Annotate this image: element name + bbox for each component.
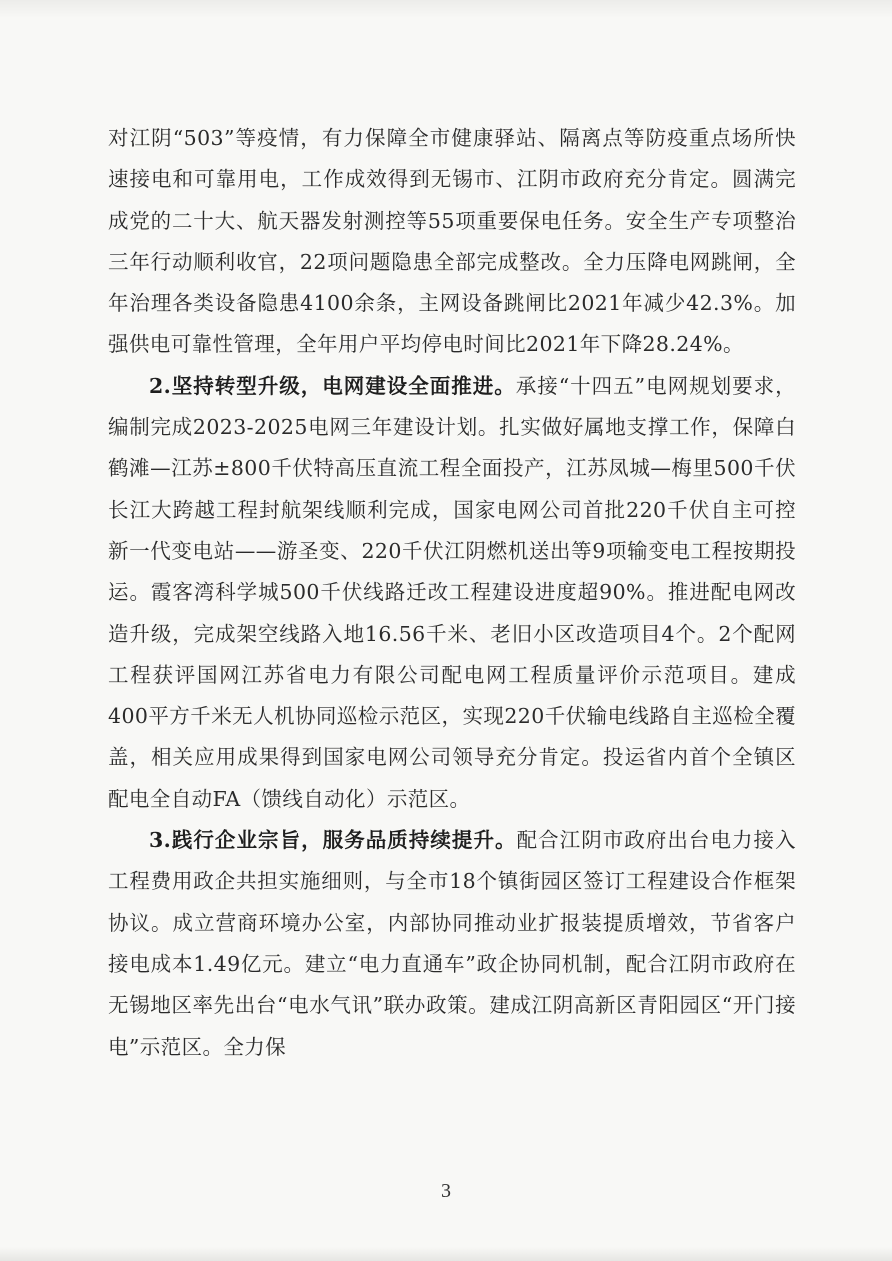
scan-edge-bottom <box>0 1247 892 1261</box>
paragraph-3-heading: 3.践行企业宗旨，服务品质持续提升。 <box>149 828 517 853</box>
paragraph-2-body: 承接“十四五”电网规划要求，编制完成2023-2025电网三年建设计划。扎实做好属地支撑工作，保障白鹤滩—江苏±800千伏特高压直流工程全面投产，江苏凤城—梅里500千伏长江大跨越工程封航架线顺利完成，国家电网公司首批220千伏自主可控新一代变电站——游圣变、220千伏江阴燃机送出等9项输变电工程按期投运。霞客湾科学城500千伏线路迁改工程建设进度超90%。推进配电网改造升级，完成架空线路入地16.56千米、老旧小区改造项目4个。2个配网工程获评国网江苏省电力有限公司配电网工程质量评价示范项目。建成400平方千米无人机协同巡检示范区，实现220千伏输电线路自主巡检全覆盖，相关应用成果得到国家电网公司领导充分肯定。投运省内首个全镇区配电全自动FA（馈线自动化）示范区。 <box>108 373 796 811</box>
paragraph-3-body: 配合江阴市政府出台电力接入工程费用政企共担实施细则，与全市18个镇街园区签订工程建设合作框架协议。成立营商环境办公室，内部协同推动业扩报装提质增效，节省客户接电成本1.49亿元。建立“电力直通车”政企协同机制，配合江阴市政府在无锡地区率先出台“电水气讯”联办政策。建成江阴高新区青阳园区“开门接电”示范区。全力保 <box>108 828 796 1059</box>
scan-edge-top <box>0 0 892 18</box>
document-body <box>108 118 796 1068</box>
paragraph-2-heading: 2.坚持转型升级，电网建设全面推进。 <box>149 373 516 398</box>
paragraph-2 <box>108 366 796 820</box>
paragraph-1: 对江阴“503”等疫情，有力保障全市健康驿站、隔离点等防疫重点场所快速接电和可靠用电，工作成效得到无锡市、江阴市政府充分肯定。圆满完成党的二十大、航天器发射测控等55项重要保电任务。安全生产专项整治三年行动顺利收官，22项问题隐患全部完成整改。全力压降电网跳闸，全年治理各类设备隐患4100余条，主网设备跳闸比2021年减少42.3%。加强供电可靠性管理，全年用户平均停电时间比2021年下降28.24%。 <box>108 126 796 357</box>
page-number: 3 <box>441 1180 451 1202</box>
paragraph-3 <box>108 820 796 1068</box>
